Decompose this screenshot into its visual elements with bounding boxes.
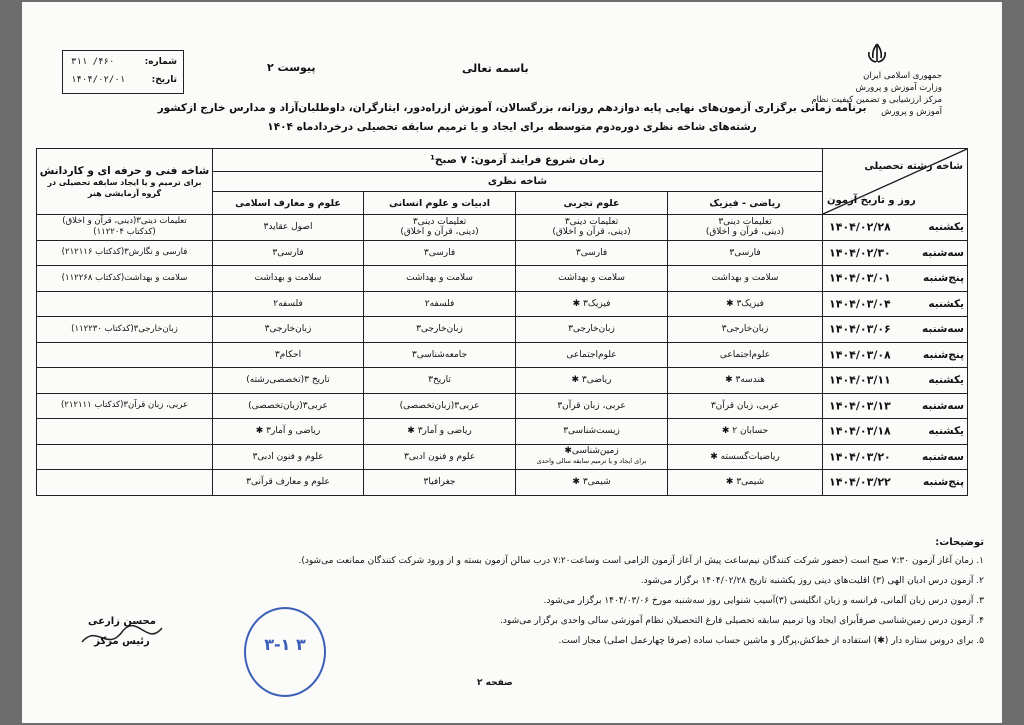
tech-branch-title: شاخه فنی و حرفه ای و کاردانش	[39, 164, 210, 177]
exam-date-cell	[823, 240, 968, 266]
subject-cell	[213, 368, 364, 394]
subject-name: سلامت و بهداشت	[558, 273, 625, 284]
note-item: ۴. آزمون درس زمین‌شناسی صرفاًبرای ایجاد ویا ترمیم سابقه تحصیلی فارغ التحصیلان نظام آموزشی سالی واحدی برگزار می‌شود.	[500, 616, 984, 626]
subject-name: سلامت و بهداشت	[711, 273, 779, 284]
basmala: باسمه تعالی	[462, 62, 529, 75]
subject-cell	[516, 291, 668, 317]
table-row	[37, 215, 968, 241]
date-value: ۱۴۰۴/۰۲/۰۱	[71, 75, 126, 85]
table-row	[37, 393, 968, 419]
page-number: صفحه ۲	[477, 678, 513, 688]
exam-date-cell	[823, 368, 968, 394]
exam-date-cell	[823, 291, 968, 317]
tech-subject-text: تعلیمات دینی۳(دینی، قرآن و اخلاق)	[62, 216, 187, 227]
table-row	[37, 444, 968, 470]
tech-branch-header	[37, 149, 213, 215]
subject-name: اصول عقاید۳	[263, 222, 313, 233]
subject-name: فیزیک۳ ✱	[572, 298, 611, 309]
date-label: تاریخ:	[151, 75, 177, 85]
tech-subject-cell	[37, 419, 213, 445]
subject-cell	[364, 444, 516, 470]
exam-day: یکشنبه	[928, 221, 965, 234]
number-value: ۴۶۰/ ۳۱۱	[71, 57, 115, 67]
attachment-label: پیوست ۲	[267, 61, 316, 74]
subject-cell	[668, 215, 823, 241]
subject-name: فارسی۳	[729, 247, 761, 258]
subject-cell	[516, 444, 668, 470]
subject-cell	[364, 342, 516, 368]
exam-day: سه‌شنبه	[922, 399, 965, 412]
subject-cell	[668, 393, 823, 419]
table-row	[37, 291, 968, 317]
page-title: برنامه زمانی برگزاری آزمون‌های نهایی پایه دوازدهم روزانه، بزرگسالان، آموزش ازراه‌دور، ایثارگران، داوطلبان‌آزاد و مدارس خارج ازکشور	[157, 102, 867, 114]
subject-name: ریاضی و آمار۳ ✱	[255, 426, 321, 437]
subject-cell	[213, 266, 364, 292]
org-line: وزارت آموزش و پرورش	[855, 83, 942, 93]
subject-cell	[516, 470, 668, 496]
exam-date-cell	[823, 393, 968, 419]
subject-name: فارسی۳	[272, 247, 304, 258]
stamp-text: ۳-۱ ۳	[264, 635, 306, 654]
subject-name: حسابان ۲ ✱	[721, 426, 769, 437]
tech-subject-cell	[37, 240, 213, 266]
subject-detail: (دینی، قرآن و اخلاق)	[400, 226, 479, 237]
subject-name: عربی، زبان قرآن۳	[557, 400, 626, 411]
exam-day: یکشنبه	[928, 297, 965, 310]
subject-detail: (دینی، قرآن و اخلاق)	[705, 226, 785, 237]
national-emblem-icon	[864, 42, 890, 66]
exam-date: ۱۴۰۴/۰۳/۱۸	[829, 424, 891, 438]
subject-cell	[668, 342, 823, 368]
subject-name: جامعه‌شناسی۳	[411, 349, 468, 360]
tech-subject-cell	[37, 444, 213, 470]
subject-cell	[213, 444, 364, 470]
subject-cell	[668, 266, 823, 292]
exam-day: سه‌شنبه	[922, 246, 965, 259]
subject-cell	[516, 317, 668, 343]
subject-detail: (دینی، قرآن و اخلاق)	[552, 226, 631, 237]
reference-box	[62, 50, 184, 94]
subject-cell	[516, 368, 668, 394]
subject-name: فیزیک۳ ✱	[726, 298, 764, 309]
subject-name: زمین‌شناسی✱	[564, 446, 619, 457]
subject-cell	[516, 419, 668, 445]
table-row	[37, 240, 968, 266]
subject-name: علوم‌اجتماعی	[566, 349, 617, 360]
subject-cell	[364, 317, 516, 343]
theory-branch-header: شاخه نظری	[213, 172, 823, 192]
exam-date: ۱۴۰۴/۰۳/۰۸	[829, 348, 891, 362]
tech-subject-text: زبان‌خارجی۳(کدکتاب ۱۱۲۲۳۰)	[71, 323, 178, 334]
table-row	[37, 368, 968, 394]
number-label: شماره:	[144, 57, 177, 67]
subject-name: زبان‌خارجی۳	[568, 324, 615, 335]
column-header: ریاضی - فیزیک	[668, 192, 823, 215]
subject-cell	[668, 317, 823, 343]
signer-name: محسن زارعی	[88, 616, 156, 627]
subject-cell	[364, 393, 516, 419]
subject-cell	[213, 240, 364, 266]
org-line: جمهوری اسلامی ایران	[863, 71, 942, 81]
start-time-header: زمان شروع فرایند آزمون: ۷ صبح¹	[213, 149, 823, 172]
subject-name: شیمی۳ ✱	[572, 477, 611, 488]
document-page	[22, 2, 1002, 723]
subject-name: زبان‌خارجی۳	[416, 324, 463, 335]
subject-name: فارسی۳	[575, 247, 608, 258]
subject-cell	[213, 419, 364, 445]
exam-date-cell	[823, 470, 968, 496]
subject-name: علوم و فنون ادبی۳	[252, 451, 324, 462]
subject-cell	[213, 393, 364, 419]
exam-date-cell	[823, 419, 968, 445]
subject-name: احکام۳	[274, 349, 302, 360]
column-header: علوم تجربی	[516, 192, 668, 215]
exam-date-cell	[823, 266, 968, 292]
subject-name: ریاضی۳ ✱	[571, 375, 612, 386]
subject-cell	[364, 291, 516, 317]
subject-cell	[668, 368, 823, 394]
exam-date: ۱۴۰۴/۰۳/۰۶	[829, 322, 891, 336]
subject-cell	[668, 444, 823, 470]
subject-cell	[364, 470, 516, 496]
subject-cell	[668, 291, 823, 317]
subject-cell	[213, 470, 364, 496]
subject-name: تعلیمات دینی۳	[718, 216, 772, 227]
subject-name: زبان‌خارجی۳	[264, 324, 312, 335]
exam-day: سه‌شنبه	[922, 323, 965, 336]
subject-detail: برای ایجاد و یا ترمیم سابقه سالی واحدی	[536, 457, 647, 466]
tech-subject-cell	[37, 317, 213, 343]
subject-cell	[364, 266, 516, 292]
tech-subject-text: فارسی و نگارش۳(کدکتاب ۲۱۲۱۱۶)	[61, 247, 188, 258]
subject-name: فلسفه۲	[424, 298, 455, 309]
exam-date: ۱۴۰۴/۰۳/۲۰	[829, 450, 891, 464]
subject-cell	[516, 240, 668, 266]
subject-cell	[668, 470, 823, 496]
notes-title: توضیحات:	[935, 537, 984, 548]
official-stamp	[244, 607, 326, 697]
exam-date-cell	[823, 444, 968, 470]
subject-name: فلسفه۲	[273, 298, 303, 309]
subject-name: تاریخ۳	[428, 375, 451, 386]
tech-subject-cell	[37, 266, 213, 292]
exam-date: ۱۴۰۴/۰۳/۰۴	[829, 297, 891, 311]
table-row	[37, 317, 968, 343]
subject-cell	[516, 266, 668, 292]
subject-name: زیست‌شناسی۳	[563, 426, 620, 437]
subject-cell	[213, 215, 364, 241]
org-line: مرکز ارزشیابی و تضمین کیفیت نظام	[811, 95, 942, 105]
subject-name: زبان‌خارجی۳	[721, 324, 769, 335]
subject-name: علوم و فنون ادبی۳	[403, 451, 476, 462]
subject-name: شیمی۳ ✱	[725, 477, 765, 488]
subject-cell	[516, 393, 668, 419]
tech-subject-cell	[37, 342, 213, 368]
exam-schedule-table	[36, 148, 968, 496]
subject-name: ریاضی و آمار۳ ✱	[407, 426, 472, 437]
org-line: آموزش و پرورش	[881, 107, 942, 117]
subject-cell	[364, 419, 516, 445]
table-corner-cell	[823, 149, 968, 215]
note-item: ۵. برای دروس ستاره دار (✱) استفاده از خط‌کش،پرگار و ماشین حساب ساده (صرفا چهارعمل اصلی) مجاز است.	[558, 636, 984, 646]
tech-subject-cell	[37, 368, 213, 394]
subject-name: عربی، زبان قرآن۳	[710, 400, 780, 411]
subject-name: تعلیمات دینی۳	[564, 216, 619, 227]
column-header: علوم و معارف اسلامی	[213, 192, 364, 215]
exam-date-cell	[823, 317, 968, 343]
signer-role: رئیس مرکز	[94, 636, 150, 647]
subject-cell	[516, 215, 668, 241]
table-row	[37, 342, 968, 368]
subject-cell	[213, 291, 364, 317]
exam-day: سه‌شنبه	[922, 450, 965, 463]
tech-subject-cell	[37, 393, 213, 419]
signature-block	[62, 614, 182, 650]
notes-section	[224, 535, 984, 651]
exam-date: ۱۴۰۴/۰۳/۰۱	[829, 271, 891, 285]
table-row	[37, 419, 968, 445]
exam-date-cell	[823, 215, 968, 241]
tech-subject-cell	[37, 470, 213, 496]
table-row	[37, 266, 968, 292]
exam-date-cell	[823, 342, 968, 368]
exam-day: پنج‌شنبه	[922, 476, 965, 489]
note-item: ۳. آزمون درس زبان آلمانی، فرانسه و زبان انگلیسی (۳)آسیب شنوایی روز سه‌شنبه مورخ ۱۴۰۴/۰۳/۰۶ برگزار می‌شود.	[543, 596, 984, 606]
tech-subject-text: سلامت و بهداشت(کدکتاب ۱۱۲۲۶۸)	[61, 272, 188, 283]
subject-name: تاریخ ۳(تخصصی‌رشته)	[246, 375, 330, 386]
tech-subject-text: (کدکتاب ۱۱۲۲۰۴)	[93, 227, 156, 238]
corner-top-label: شاخه رشته تحصیلی	[864, 161, 964, 172]
tech-branch-subtitle: برای ترمیم و یا ایجاد سابقه تحصیلی در گروه آزمایشی هنر	[47, 177, 202, 198]
exam-date: ۱۴۰۴/۰۲/۲۸	[829, 220, 891, 234]
exam-day: یکشنبه	[928, 425, 965, 438]
subject-name: جغرافیا۳	[423, 477, 456, 488]
tech-subject-cell	[37, 215, 213, 241]
subject-cell	[213, 342, 364, 368]
subject-name: تعلیمات دینی۳	[412, 216, 467, 227]
subject-cell	[668, 240, 823, 266]
page-subtitle: رشته‌های شاخه نظری دوره‌دوم متوسطه برای ایجاد و یا ترمیم سابقه تحصیلی درخرداد‌ماه ۱۴۰۴	[267, 121, 757, 133]
note-item: ۲. آزمون درس ادیان الهی (۳) اقلیت‌های دینی روز یکشنبه تاریخ ۱۴۰۴/۰۲/۲۸ برگزار می‌شود.	[640, 576, 984, 586]
exam-day: یکشنبه	[928, 374, 965, 387]
note-item: ۱. زمان آغاز آزمون ۷:۳۰ صبح است (حضور شرکت کنندگان نیم‌ساعت پیش از آغاز آزمون الزامی است وساعت۷:۲۰ درب سالن آزمون بسته و از ورود شرکت کنندگان ممانعت می‌شود).	[298, 556, 984, 566]
column-header: ادبیات و علوم انسانی	[364, 192, 516, 215]
tech-subject-cell	[37, 291, 213, 317]
subject-name: سلامت و بهداشت	[254, 273, 322, 284]
tech-subject-text: عربی، زبان قرآن۳(کدکتاب ۲۱۲۱۱۱)	[60, 400, 189, 411]
subject-name: علوم‌اجتماعی	[719, 349, 771, 360]
subject-cell	[364, 240, 516, 266]
subject-name: سلامت و بهداشت	[406, 273, 473, 284]
subject-name: فارسی۳	[423, 247, 456, 258]
exam-date: ۱۴۰۴/۰۳/۲۲	[829, 475, 891, 489]
exam-date: ۱۴۰۴/۰۲/۳۰	[829, 246, 891, 260]
subject-name: عربی۳(زبان‌تخصصی)	[248, 400, 328, 411]
exam-day: پنج‌شنبه	[922, 348, 965, 361]
table-row	[37, 470, 968, 496]
subject-cell	[516, 342, 668, 368]
subject-name: علوم و معارف قرآنی۳	[246, 477, 330, 488]
subject-name: عربی۳(زبان‌تخصصی)	[399, 400, 480, 411]
exam-day: پنج‌شنبه	[922, 272, 965, 285]
subject-cell	[213, 317, 364, 343]
exam-date: ۱۴۰۴/۰۳/۱۱	[829, 373, 891, 387]
exam-date: ۱۴۰۴/۰۳/۱۳	[829, 399, 891, 413]
subject-name: هندسه۳ ✱	[725, 375, 765, 386]
subject-cell	[364, 368, 516, 394]
subject-cell	[364, 215, 516, 241]
corner-bottom-label: روز و تاریخ آزمون	[827, 195, 916, 206]
subject-name: ریاضیات‌گسسته ✱	[710, 451, 780, 462]
subject-cell	[668, 419, 823, 445]
